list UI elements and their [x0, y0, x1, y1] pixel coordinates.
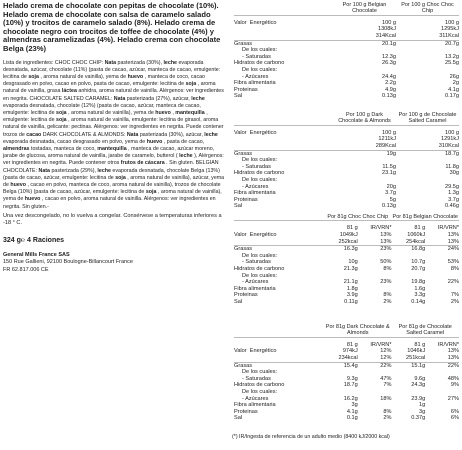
- table-row: [234, 286, 459, 293]
- table-cell: 10g: [348, 259, 358, 266]
- table-row: [234, 197, 459, 204]
- table-cell: 100 g 1211kJ 289Kcal: [375, 129, 396, 149]
- table-cell: 1.6g: [414, 285, 426, 292]
- table-cell: 19.8g: [411, 279, 426, 286]
- table-cell: [333, 177, 396, 184]
- table-cell: 22%: [380, 362, 392, 369]
- footnote: (*) IR/Ingesta de referencia de un adulto medio (8400 kJ/2000 kcal): [232, 434, 390, 440]
- table-cell: - Azúcares: [242, 73, 269, 80]
- table-cell: 13%: [380, 232, 392, 238]
- table-row: [234, 232, 459, 239]
- table-header-cell: Por 100 g de Chocolate Salted Caramel: [398, 112, 457, 125]
- table-cell: 81 g: [414, 341, 426, 348]
- table-cell: 21.1g: [343, 279, 358, 286]
- table-header-cell: [234, 112, 333, 125]
- table-cell: 16.8g: [411, 246, 426, 253]
- table-cell: 26.3g: [382, 60, 396, 67]
- table-cell: [358, 402, 392, 409]
- table-cell: 11.8g: [445, 163, 459, 170]
- table-cell: [396, 47, 459, 54]
- table-row: [234, 348, 459, 355]
- table-cell: Hidratos de carbono: [234, 382, 285, 389]
- table-header-cell: [234, 2, 333, 15]
- table-cell: 6%: [450, 415, 459, 422]
- table-cell: 23.1g: [382, 170, 396, 177]
- table-row: [234, 67, 459, 74]
- table-cell: 9.3g: [346, 375, 358, 382]
- table-row: [234, 273, 459, 280]
- table-row: [234, 369, 459, 376]
- company-address: 150 Rue Gallieni, 92100 Boulogne-Billancourt France: [3, 259, 133, 266]
- table-cell: 23.9g: [411, 395, 426, 402]
- table-row: [234, 266, 459, 273]
- table-cell: [392, 389, 426, 396]
- table-cell: - Saturadas: [242, 375, 271, 382]
- table-cell: [425, 253, 459, 260]
- table-cell: 29.5g: [445, 183, 459, 190]
- table-cell: 8%: [450, 265, 459, 272]
- table-cell: 0.11g: [344, 298, 358, 305]
- table-cell: - Azúcares: [242, 279, 269, 286]
- table-row: [234, 184, 459, 191]
- table-row: [234, 150, 459, 157]
- table-cell: 6%: [450, 408, 459, 415]
- table-cell: Proteinas: [234, 196, 258, 203]
- table-cell: 100 g 1291kJ 310Kcal: [438, 129, 459, 149]
- table-row: [234, 157, 459, 164]
- table-cell: 2%: [383, 415, 392, 422]
- table-cell: Proteinas: [234, 86, 258, 93]
- table-cell: 15.4g: [343, 362, 358, 369]
- table-row: [234, 164, 459, 171]
- table-cell: 81 g: [414, 225, 426, 232]
- table-cell: IR/VRN*: [437, 225, 459, 232]
- table-row: [234, 170, 459, 177]
- table-cell: De los cuales:: [242, 157, 278, 164]
- table-cell: [333, 157, 396, 164]
- table-cell: Valor Energético: [234, 129, 277, 136]
- table-cell: 1046kJ: [407, 348, 426, 355]
- table-row: [234, 376, 459, 383]
- table-header-row: [234, 214, 459, 221]
- table-row: [234, 292, 459, 299]
- table-cell: Grasas: [234, 362, 253, 369]
- table-header-cell: Por 100 g Choc Choc Chip: [401, 2, 454, 15]
- table-cell: Proteinas: [234, 292, 258, 299]
- table-cell: Hidratos de carbono: [234, 265, 285, 272]
- table-cell: 1060kJ: [407, 232, 426, 238]
- table-cell: 18.7g: [343, 382, 358, 389]
- table-header-cell: Por 81g Choc Choc Chip: [327, 214, 389, 220]
- table-cell: 8%: [383, 265, 392, 272]
- table-header-row: [234, 324, 459, 337]
- table-cell: [358, 369, 392, 376]
- table-row: [234, 402, 459, 409]
- table-cell: 0.1g: [346, 415, 358, 422]
- table-cell: 11.5g: [382, 163, 396, 170]
- table-cell: [324, 253, 358, 260]
- table-cell: 0.37g: [411, 415, 426, 422]
- table-cell: [396, 177, 459, 184]
- table-cell: 10.7g: [411, 259, 426, 266]
- table-cell: Sal: [234, 203, 243, 210]
- table-cell: 20.7g: [445, 40, 459, 47]
- table-cell: 1.8g: [346, 285, 358, 292]
- table-cell: 2%: [383, 298, 392, 305]
- table-cell: Sal: [234, 415, 243, 422]
- table-row: [234, 396, 459, 403]
- table-cell: Valor Energético: [234, 19, 277, 26]
- company-id: FR 62.817.006 CE: [3, 266, 49, 273]
- table-row: [234, 74, 459, 81]
- table-row: [234, 362, 459, 369]
- table-cell: 4.1g: [346, 408, 358, 415]
- nutrition-table-81g-a: [234, 214, 459, 306]
- table-cell: [333, 67, 396, 74]
- table-header-cell: Por 81g de Chocolate Salted Caramel: [398, 324, 452, 337]
- table-row: [234, 190, 459, 197]
- table-cell: 1049kJ: [339, 232, 358, 238]
- table-cell: De los cuales:: [242, 369, 278, 376]
- table-row: [234, 130, 459, 150]
- table-cell: [425, 286, 459, 293]
- table-cell: De los cuales:: [242, 388, 278, 395]
- table-cell: 81 g: [346, 341, 358, 348]
- table-header-row: [234, 112, 459, 125]
- table-header-cell: Por 100 g Belgian Chocolate: [342, 2, 387, 15]
- table-cell: - Azúcares: [242, 395, 269, 402]
- table-cell: 16.3g: [343, 246, 358, 253]
- table-cell: [234, 355, 324, 362]
- table-cell: 5g: [389, 196, 396, 203]
- nutrition-table: [234, 2, 459, 100]
- table-cell: 22%: [447, 362, 459, 369]
- table-header-cell: [234, 214, 324, 221]
- table-cell: De los cuales:: [242, 252, 278, 259]
- table-cell: 2.2g: [385, 80, 396, 87]
- table-cell: 2g: [452, 80, 459, 87]
- table-cell: [333, 47, 396, 54]
- table-cell: [358, 286, 392, 293]
- table-cell: 3.7g: [448, 196, 459, 203]
- product-title: Helado crema de chocolate con pepitas de chocolate (10%). Helado crema de chocolate con salsa de caramelo salado (10%) y trocitos de caramelo salado (8%). Helado crema de chocolate negro con trocitos de toffee de chocolate (4%) y almendras caramelizadas (4%). Helado crema con chocolate Belga (23%): [3, 1, 221, 53]
- table-row: [234, 415, 459, 422]
- table-cell: [425, 273, 459, 280]
- table-cell: IR/VRN*: [437, 341, 459, 348]
- table-row: [234, 225, 459, 232]
- table-cell: [234, 225, 324, 232]
- table-row: [234, 93, 459, 100]
- table-cell: 20g: [386, 183, 396, 190]
- table-cell: 974kJ: [342, 348, 358, 355]
- table-cell: Fibra alimentaria: [234, 190, 276, 197]
- storage-instructions: Una vez descongelado, no lo vuelva a congelar. Consérvese a temperaturas inferiores a -18 ° C.: [3, 212, 222, 227]
- table-cell: 252kcal: [338, 238, 358, 245]
- product-info: [3, 2, 228, 274]
- table-cell: [234, 342, 324, 349]
- table-cell: 20.1g: [382, 40, 396, 47]
- table-cell: 18%: [380, 395, 392, 402]
- table-cell: 100 g 1295kJ 311Kcal: [439, 19, 459, 39]
- table-cell: 251kcal: [405, 355, 426, 361]
- table-cell: [234, 239, 324, 246]
- table-header-cell: [234, 324, 324, 337]
- table-cell: 18.7g: [445, 150, 459, 157]
- table-cell: 26g: [449, 73, 459, 80]
- table-cell: 12%: [380, 355, 392, 361]
- table-cell: 1.3g: [448, 190, 459, 197]
- table-cell: 30g: [449, 170, 459, 177]
- table-row: [234, 299, 459, 306]
- table-cell: 81 g: [346, 225, 358, 232]
- table-cell: 100 g 1308kJ 314Kcal: [375, 19, 396, 39]
- table-cell: [425, 389, 459, 396]
- table-header-cell: Por 81g Belgian Chocolate: [392, 214, 458, 220]
- table-cell: IR/VRN*: [370, 225, 392, 232]
- table-row: [234, 355, 459, 362]
- table-cell: 13.2g: [445, 53, 459, 60]
- table-cell: - Saturadas: [242, 53, 271, 60]
- table-cell: 2%: [450, 298, 459, 305]
- table-row: [234, 382, 459, 389]
- table-cell: 12.3g: [382, 53, 396, 60]
- company-info: [3, 252, 228, 274]
- table-cell: 3.7g: [385, 190, 396, 197]
- table-header-cell: Por 81g Dark Chocolate & Almonds: [325, 324, 390, 337]
- table-row: [234, 203, 459, 210]
- table-cell: 47%: [380, 375, 392, 382]
- table-header-cell: Por 100 g Dark Chocolate & Almonds: [338, 112, 391, 125]
- table-cell: 1g: [419, 402, 426, 409]
- table-cell: Valor Energético: [234, 348, 277, 355]
- table-cell: 53%: [447, 259, 459, 266]
- table-cell: [425, 402, 459, 409]
- table-cell: 13%: [447, 238, 459, 245]
- table-cell: De los cuales:: [242, 47, 278, 54]
- table-cell: 0.46g: [445, 203, 459, 210]
- table-cell: 12%: [380, 348, 392, 355]
- table-cell: 3.9g: [346, 292, 358, 299]
- table-cell: Sal: [234, 298, 243, 305]
- table-row: [234, 177, 459, 184]
- table-cell: - Saturadas: [242, 259, 271, 266]
- table-cell: [392, 369, 426, 376]
- nutrition-table: [234, 214, 459, 306]
- table-row: [234, 60, 459, 67]
- table-row: [234, 342, 459, 349]
- table-cell: 15.1g: [411, 362, 426, 369]
- table-cell: 8%: [383, 408, 392, 415]
- table-cell: [392, 273, 426, 280]
- table-cell: Hidratos de carbono: [234, 60, 285, 67]
- table-cell: 3g: [351, 402, 358, 409]
- table-cell: [392, 253, 426, 260]
- table-row: [234, 246, 459, 253]
- table-row: [234, 40, 459, 47]
- table-cell: 21.3g: [343, 265, 358, 272]
- table-cell: 13%: [447, 355, 459, 361]
- table-cell: 3.3g: [414, 292, 426, 299]
- nutrition-table-100g-a: [234, 2, 459, 100]
- table-cell: [396, 67, 459, 74]
- table-cell: 7%: [383, 382, 392, 389]
- table-cell: 24.4g: [382, 73, 396, 80]
- table-cell: De los cuales:: [242, 176, 278, 183]
- table-cell: 19g: [386, 150, 396, 157]
- table-cell: 0.13g: [382, 93, 396, 100]
- table-row: [234, 54, 459, 61]
- table-cell: 13%: [380, 238, 392, 245]
- table-row: [234, 20, 459, 40]
- table-cell: Sal: [234, 93, 243, 100]
- table-cell: [324, 369, 358, 376]
- table-cell: Valor Energético: [234, 232, 277, 238]
- table-cell: 254kcal: [405, 238, 426, 245]
- nutrition-table: [234, 112, 459, 210]
- company-name: General Mills France SAS: [3, 252, 70, 259]
- table-cell: Proteinas: [234, 408, 258, 415]
- table-cell: 3g: [419, 408, 426, 415]
- table-cell: De los cuales:: [242, 66, 278, 73]
- net-weight: 324 g℮ 4 Raciones: [3, 237, 65, 245]
- table-cell: 48%: [447, 375, 459, 382]
- ingredients-list: Lista de ingredientes: CHOC CHOC CHIP: Nata pasterizada (30%), leche evaporada desnatada, azúcar, chocolate (11%) (pasta de cacao, azúcar, manteca de cacao, emulgente: lecitina de soja , aroma natural de vainilla), yema de huevo , manteca de coco, cacao desgrasado en polvo, cacao en polvo, pasta de cacao, emulgente: lecitina de soja , aroma natural de vainilla, grasa láctea anhidra, aroma natural de vainilla. Alérgenos: ver ingredientes en negrita. CHOCOLATE SALTED CARAMEL: Nata pasterizada (27%), azúcar, leche evaporada desnatada, chocolate (12%) (pasta de cacao, azúcar, manteca de cacao, emulgente: lecitina de soja , aroma natural de vainilla), yema de huevo , mantequilla , emulgente: lecitina de soja , aroma natural de vainilla, emulgente: lecitina de girasol, aroma natural de vainilla, gelicante: pectinas. Alérgenos: ver ingredientes en negrita. Puede contener trozos de cacao DARK CHOCOLATE & ALMONDS: Nata pasterizada (30%), azúcar, leche evaporada desnatada, cacao desgrasado en polvo, yema de huevo , pasta de cacao, almendras tostadas, manteca de coco, mantequilla , manteca de cacao, azúcar moreno, jarabe de glucosa, aroma natural de vainilla, jarabe de caramelo, butterol ( leche ), Alérgenos: ver ingredientes en negrita. Puede contener otros frutos de cáscara . Sin gluten. BELGIAN CHOCOLATE: Nata pasterizada (29%), leche evaporada desnatada, chocolate Belga (13%) (pasta de cacao, azúcar, emulgente: lecitina de soja , aroma natural de vainilla), azúcar, yema de huevo , cacao en polvo, manteca de coco, aroma natural de vainilla), trozos de chocolate Belga (10%) (pasta de cacao, azúcar, emulgente: lecitina de soja , aroma natural de vainilla), yema de huevo , cacao en polvo, aroma natural de vainilla. Alérgenos: ver ingredientes en negrita. Sin gluten.-: [3, 59, 225, 210]
- table-header-row: [234, 2, 459, 15]
- table-cell: Fibra alimentaria: [234, 402, 276, 409]
- table-cell: 16.2g: [343, 395, 358, 402]
- table-row: [234, 47, 459, 54]
- nutrition-table-81g-b: [234, 324, 459, 422]
- table-cell: 50%: [380, 259, 392, 266]
- nutrition-table: [234, 324, 459, 422]
- table-cell: Fibra alimentaria: [234, 80, 276, 87]
- table-cell: 234kcal: [338, 355, 358, 361]
- table-cell: Grasas: [234, 246, 253, 253]
- table-cell: [396, 157, 459, 164]
- table-cell: 13%: [447, 348, 459, 355]
- table-row: [234, 389, 459, 396]
- table-cell: Grasas: [234, 150, 253, 157]
- table-cell: IR/VRN*: [370, 341, 392, 348]
- table-cell: 4.9g: [385, 86, 396, 93]
- table-cell: 27%: [447, 395, 459, 402]
- table-row: [234, 239, 459, 246]
- table-cell: 9.6g: [414, 375, 426, 382]
- table-cell: [358, 253, 392, 260]
- table-row: [234, 279, 459, 286]
- table-cell: 23%: [380, 246, 392, 253]
- table-cell: Hidratos de carbono: [234, 170, 285, 177]
- table-cell: 13%: [447, 232, 459, 238]
- table-cell: - Saturadas: [242, 163, 271, 170]
- table-cell: [324, 389, 358, 396]
- table-row: [234, 409, 459, 416]
- table-cell: 20.7g: [411, 265, 426, 272]
- table-cell: 24.3g: [411, 382, 426, 389]
- table-row: [234, 87, 459, 94]
- table-cell: Grasas: [234, 40, 253, 47]
- table-cell: 8%: [383, 292, 392, 299]
- table-cell: 9%: [450, 382, 459, 389]
- table-cell: [358, 273, 392, 280]
- table-cell: [324, 273, 358, 280]
- table-cell: 0.14g: [411, 298, 426, 305]
- table-cell: [358, 389, 392, 396]
- table-row: [234, 80, 459, 87]
- table-row: [234, 259, 459, 266]
- nutrition-table-100g-b: [234, 112, 459, 210]
- table-cell: 22%: [447, 279, 459, 286]
- table-row: [234, 253, 459, 260]
- table-cell: De los cuales:: [242, 272, 278, 279]
- table-cell: Fibra alimentaria: [234, 285, 276, 292]
- table-cell: 0.13g: [382, 203, 396, 210]
- table-cell: [425, 369, 459, 376]
- table-cell: - Azúcares: [242, 183, 269, 190]
- table-cell: 24%: [447, 246, 459, 253]
- table-cell: 0.17g: [445, 93, 459, 100]
- table-cell: 4.1g: [448, 86, 459, 93]
- table-cell: 7%: [450, 292, 459, 299]
- table-cell: 23%: [380, 279, 392, 286]
- table-cell: 25.5g: [445, 60, 459, 67]
